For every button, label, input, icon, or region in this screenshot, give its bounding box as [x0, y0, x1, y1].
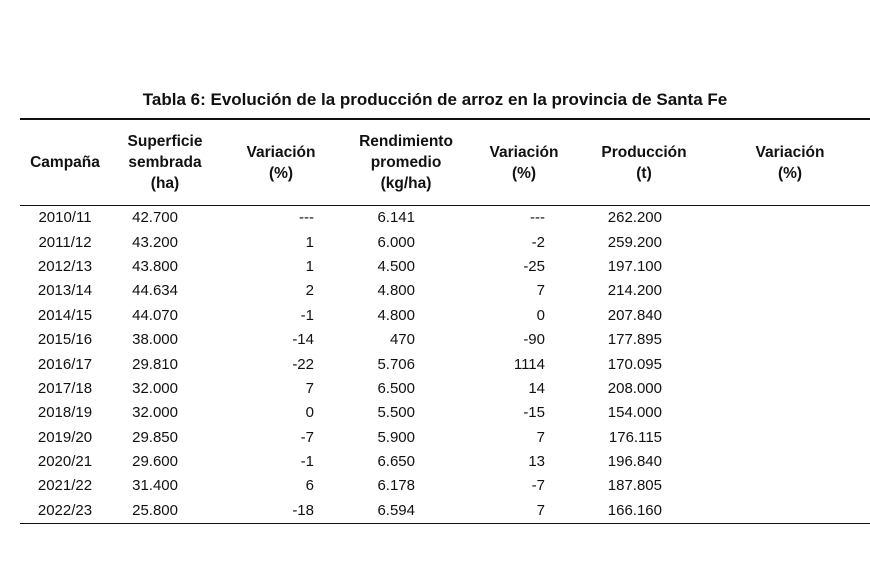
cell-variacion-rendimiento: 7	[536, 501, 545, 519]
table-row	[20, 255, 870, 279]
cell-produccion: 208.000	[607, 379, 662, 397]
cell-superficie: 42.700	[132, 209, 178, 227]
cell-produccion: 154.000	[607, 404, 662, 422]
cell-rendimiento: 5.500	[377, 404, 415, 422]
cell-superficie: 32.000	[132, 379, 178, 397]
table-row	[20, 230, 870, 254]
table-title: Tabla 6: Evolución de la producción de arroz en la provincia de Santa Fe	[142, 90, 728, 109]
cell-variacion-superficie: 1	[305, 257, 314, 275]
table-row	[20, 474, 870, 498]
cell-superficie: 29.810	[132, 355, 178, 373]
cell-produccion: 187.805	[607, 477, 662, 495]
cell-variacion-produccion	[710, 206, 870, 231]
cell-variacion-rendimiento: -2	[531, 233, 545, 251]
cell-rendimiento: 5.706	[377, 355, 415, 373]
cell-campana: 2017/18	[37, 379, 93, 397]
cell-variacion-produccion	[710, 255, 870, 279]
cell-superficie: 32.000	[132, 404, 178, 422]
cell-produccion: 196.840	[607, 453, 662, 471]
cell-variacion-superficie: -1	[300, 306, 314, 324]
cell-produccion: 262.200	[607, 209, 662, 227]
cell-rendimiento: 470	[389, 331, 415, 349]
cell-produccion: 214.200	[607, 282, 662, 300]
cell-produccion: 176.115	[608, 428, 662, 446]
cell-variacion-produccion	[710, 426, 870, 450]
cell-superficie: 25.800	[132, 501, 178, 519]
cell-rendimiento: 6.594	[377, 501, 415, 519]
col-header-rendimiento: Rendimiento promedio (kg/ha)	[359, 133, 453, 192]
cell-campana: 2020/21	[37, 453, 93, 471]
cell-variacion-rendimiento: 7	[536, 282, 545, 300]
cell-variacion-produccion	[710, 304, 870, 328]
cell-campana: 2019/20	[37, 428, 93, 446]
table-row	[20, 279, 870, 303]
cell-variacion-superficie: 2	[305, 282, 314, 300]
cell-campana: 2016/17	[37, 355, 93, 373]
cell-rendimiento: 6.500	[377, 379, 415, 397]
cell-variacion-superficie: -14	[292, 331, 314, 349]
cell-variacion-rendimiento: 13	[528, 453, 545, 471]
cell-superficie: 31.400	[132, 477, 178, 495]
cell-rendimiento: 4.500	[377, 257, 415, 275]
cell-variacion-rendimiento: 1114	[513, 355, 545, 373]
cell-superficie: 43.800	[132, 257, 178, 275]
cell-rendimiento: 6.178	[377, 477, 415, 495]
table-row	[20, 328, 870, 352]
cell-rendimiento: 6.650	[377, 453, 415, 471]
table-row	[20, 377, 870, 401]
cell-superficie: 43.200	[132, 233, 178, 251]
cell-variacion-produccion	[710, 499, 870, 524]
cell-superficie: 29.850	[132, 428, 178, 446]
cell-variacion-produccion	[710, 352, 870, 376]
cell-rendimiento: 4.800	[377, 306, 415, 324]
cell-variacion-superficie: ---	[299, 209, 314, 227]
cell-variacion-produccion	[710, 279, 870, 303]
cell-produccion: 177.895	[607, 331, 662, 349]
cell-variacion-rendimiento: 14	[528, 379, 545, 397]
cell-variacion-superficie: -18	[292, 501, 314, 519]
cell-variacion-superficie: -22	[292, 355, 314, 373]
cell-variacion-superficie: 6	[305, 477, 314, 495]
table-row	[20, 450, 870, 474]
cell-variacion-produccion	[710, 377, 870, 401]
cell-produccion: 259.200	[607, 233, 662, 251]
table-row	[20, 304, 870, 328]
table-row	[20, 401, 870, 425]
col-header-variacion-superficie: Variación (%)	[246, 143, 316, 182]
cell-campana: 2011/12	[38, 233, 92, 251]
cell-rendimiento: 5.900	[377, 428, 415, 446]
cell-variacion-produccion	[710, 450, 870, 474]
cell-rendimiento: 6.000	[377, 233, 415, 251]
cell-superficie: 44.634	[132, 282, 178, 300]
header-row	[20, 119, 870, 206]
col-header-superficie: Superficie sembrada (ha)	[127, 133, 203, 192]
cell-rendimiento: 4.800	[377, 282, 415, 300]
cell-produccion: 166.160	[607, 501, 662, 519]
cell-superficie: 44.070	[132, 306, 178, 324]
col-header-variacion-rendimiento: Variación (%)	[489, 143, 559, 182]
cell-campana: 2012/13	[37, 257, 93, 275]
rice-production-table	[20, 118, 870, 524]
cell-variacion-superficie: -1	[300, 453, 314, 471]
col-header-produccion: Producción (t)	[601, 143, 687, 182]
cell-campana: 2015/16	[37, 331, 93, 349]
col-header-campana: Campaña	[30, 154, 100, 171]
cell-superficie: 29.600	[132, 453, 178, 471]
col-header-variacion-produccion: Variación (%)	[755, 143, 825, 182]
cell-campana: 2022/23	[37, 501, 93, 519]
cell-produccion: 207.840	[607, 306, 662, 324]
cell-rendimiento: 6.141	[377, 209, 415, 227]
cell-variacion-superficie: 0	[305, 404, 314, 422]
cell-variacion-rendimiento: -15	[523, 404, 545, 422]
cell-campana: 2010/11	[38, 209, 92, 227]
cell-variacion-rendimiento: 7	[536, 428, 545, 446]
cell-campana: 2014/15	[37, 306, 93, 324]
cell-variacion-rendimiento: -90	[523, 331, 545, 349]
cell-variacion-rendimiento: -25	[523, 257, 545, 275]
cell-produccion: 170.095	[607, 355, 662, 373]
table-row	[20, 352, 870, 376]
table-row	[20, 206, 870, 231]
cell-variacion-produccion	[710, 474, 870, 498]
cell-variacion-produccion	[710, 401, 870, 425]
cell-campana: 2018/19	[37, 404, 93, 422]
cell-campana: 2013/14	[37, 282, 93, 300]
cell-variacion-rendimiento: ---	[530, 209, 545, 227]
cell-variacion-rendimiento: 0	[536, 306, 545, 324]
cell-variacion-superficie: 7	[305, 379, 314, 397]
cell-variacion-superficie: 1	[305, 233, 314, 251]
cell-campana: 2021/22	[37, 477, 93, 495]
cell-variacion-superficie: -7	[300, 428, 314, 446]
cell-superficie: 38.000	[132, 331, 178, 349]
cell-variacion-produccion	[710, 230, 870, 254]
table-body	[20, 206, 870, 524]
table-row	[20, 499, 870, 524]
cell-produccion: 197.100	[607, 257, 662, 275]
cell-variacion-produccion	[710, 328, 870, 352]
cell-variacion-rendimiento: -7	[531, 477, 545, 495]
table-row	[20, 426, 870, 450]
